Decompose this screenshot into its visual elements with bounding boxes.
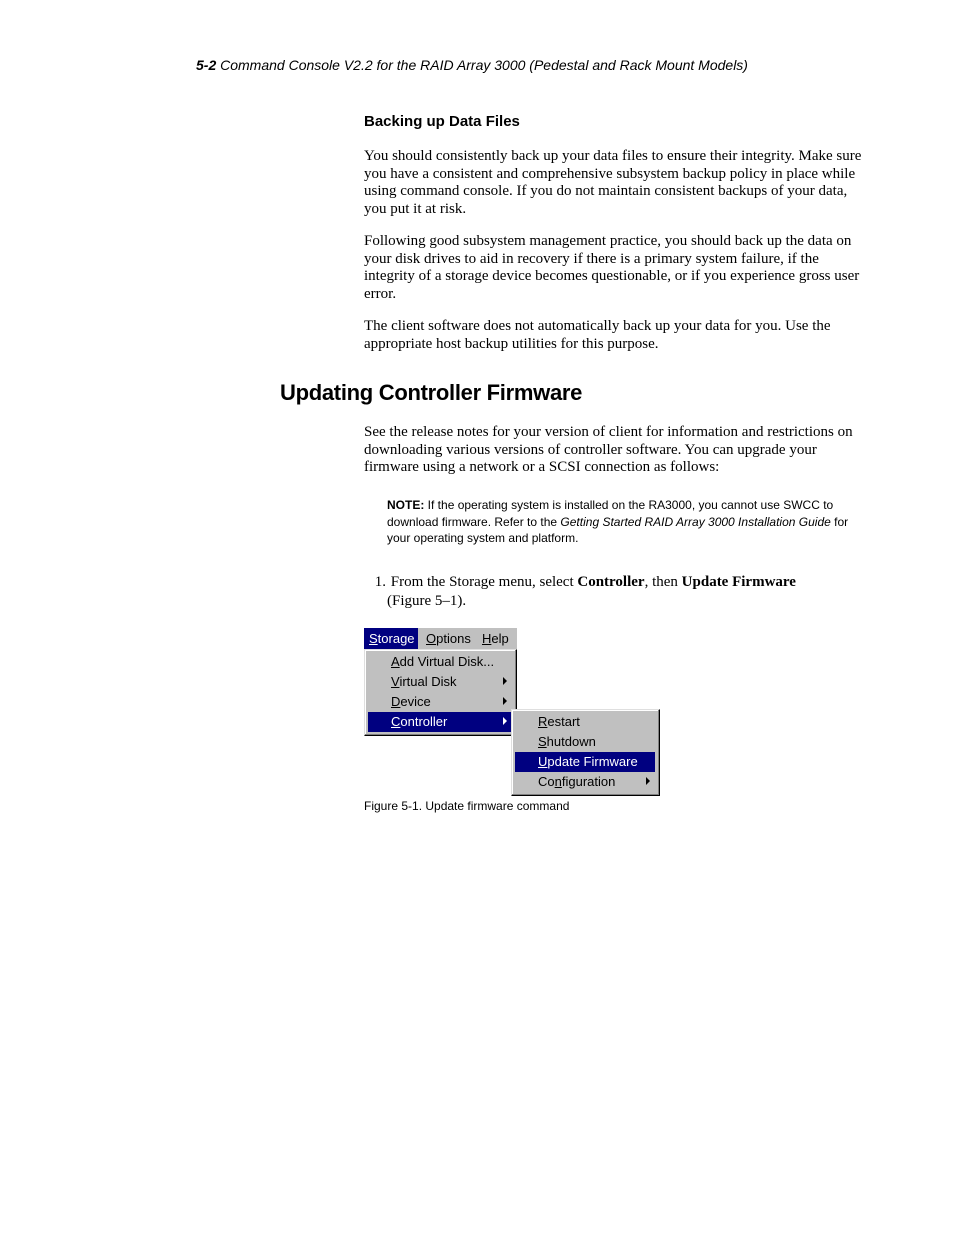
step-bold-controller: Controller <box>577 574 645 590</box>
menu-item-label: estart <box>547 714 580 729</box>
menu-item-label: hutdown <box>546 734 596 749</box>
mnemonic: n <box>554 774 562 789</box>
menu-item-label-prefix: Co <box>538 774 555 789</box>
backup-subheading: Backing up Data Files <box>364 113 520 130</box>
menu-item-configuration[interactable] <box>515 772 655 792</box>
mnemonic: V <box>391 674 400 689</box>
mnemonic: D <box>391 694 401 709</box>
guide-title: Getting Started RAID Array 3000 Installation Guide <box>560 514 831 529</box>
menu-options[interactable] <box>421 628 476 649</box>
figure-caption: Figure 5-1. Update firmware command <box>364 799 570 813</box>
menu-item-update-firmware[interactable] <box>515 752 655 772</box>
menu-label: ptions <box>436 631 471 646</box>
document-title: Command Console V2.2 for the RAID Array 3000 (Pedestal and Rack Mount Models) <box>216 57 748 73</box>
note-text-2: for your operating system and platform. <box>387 514 849 545</box>
controller-submenu <box>511 709 660 796</box>
note-box <box>387 497 857 547</box>
step-figure-ref: (Figure 5–1). <box>387 593 467 609</box>
menu-item-label: ontroller <box>400 714 448 729</box>
mnemonic: O <box>426 631 437 646</box>
step-1 <box>364 573 864 611</box>
backup-paragraph-2: Following good subsystem management practice, you should back up the data on your disk drives to aid in recovery if there is a primary system failure, if the integrity of a storage device becomes questionable, or if you experience gross user error. <box>364 233 860 302</box>
submenu-arrow-icon <box>646 777 650 785</box>
menu-item-restart[interactable] <box>515 712 655 732</box>
menu-storage[interactable] <box>364 628 418 649</box>
menu-bar <box>364 628 517 649</box>
menu-item-label: figuration <box>561 774 616 789</box>
menu-label: elp <box>491 631 509 646</box>
step-number: 1. <box>374 574 386 590</box>
section-title: Updating Controller Firmware <box>280 380 583 405</box>
mnemonic: H <box>482 631 492 646</box>
firmware-intro-paragraph: See the release notes for your version of client for information and restrictions on downloading various versions of controller software. You can upgrade your firmware using a network or a SCSI connection as follows: <box>364 424 853 475</box>
submenu-arrow-icon <box>503 717 507 725</box>
menu-item-label: pdate Firmware <box>547 754 638 769</box>
page-number: 5-2 <box>196 57 217 73</box>
mnemonic: A <box>391 654 400 669</box>
menu-item-controller[interactable] <box>368 712 512 732</box>
mnemonic: S <box>538 734 547 749</box>
mnemonic: S <box>369 631 378 646</box>
menu-item-label: dd Virtual Disk... <box>399 654 495 669</box>
note-text-1: If the operating system is installed on the RA3000, you cannot use SWCC to download firmware. Refer to the <box>387 498 834 529</box>
backup-paragraph-3: The client software does not automatically back up your data for you. Use the appropriate host backup utilities for this purpose. <box>364 318 831 352</box>
menu-item-label: evice <box>400 694 431 709</box>
note-label: NOTE: <box>387 498 425 512</box>
submenu-arrow-icon <box>503 697 507 705</box>
menu-item-device[interactable] <box>368 692 512 712</box>
menu-label: torage <box>377 631 415 646</box>
submenu-arrow-icon <box>503 677 507 685</box>
mnemonic: C <box>391 714 401 729</box>
mnemonic: R <box>538 714 548 729</box>
menu-item-add-virtual-disk[interactable] <box>368 652 512 672</box>
menu-item-label: irtual Disk <box>399 674 457 689</box>
menu-item-virtual-disk[interactable] <box>368 672 512 692</box>
storage-dropdown <box>364 649 517 736</box>
running-header <box>196 57 748 73</box>
step-text-1: From the Storage menu, select <box>390 574 578 590</box>
mnemonic: U <box>538 754 548 769</box>
backup-paragraph-1: You should consistently back up your data files to ensure their integrity. Make sure you have a consistent and comprehensive subsystem backup policy in place while using command console. If you do not maintain consistent backups of your data, you put it at risk. <box>364 148 862 217</box>
menu-item-shutdown[interactable] <box>515 732 655 752</box>
step-bold-update-firmware: Update Firmware <box>681 574 796 590</box>
menu-help[interactable] <box>477 628 514 649</box>
step-text-2: , then <box>644 574 682 590</box>
